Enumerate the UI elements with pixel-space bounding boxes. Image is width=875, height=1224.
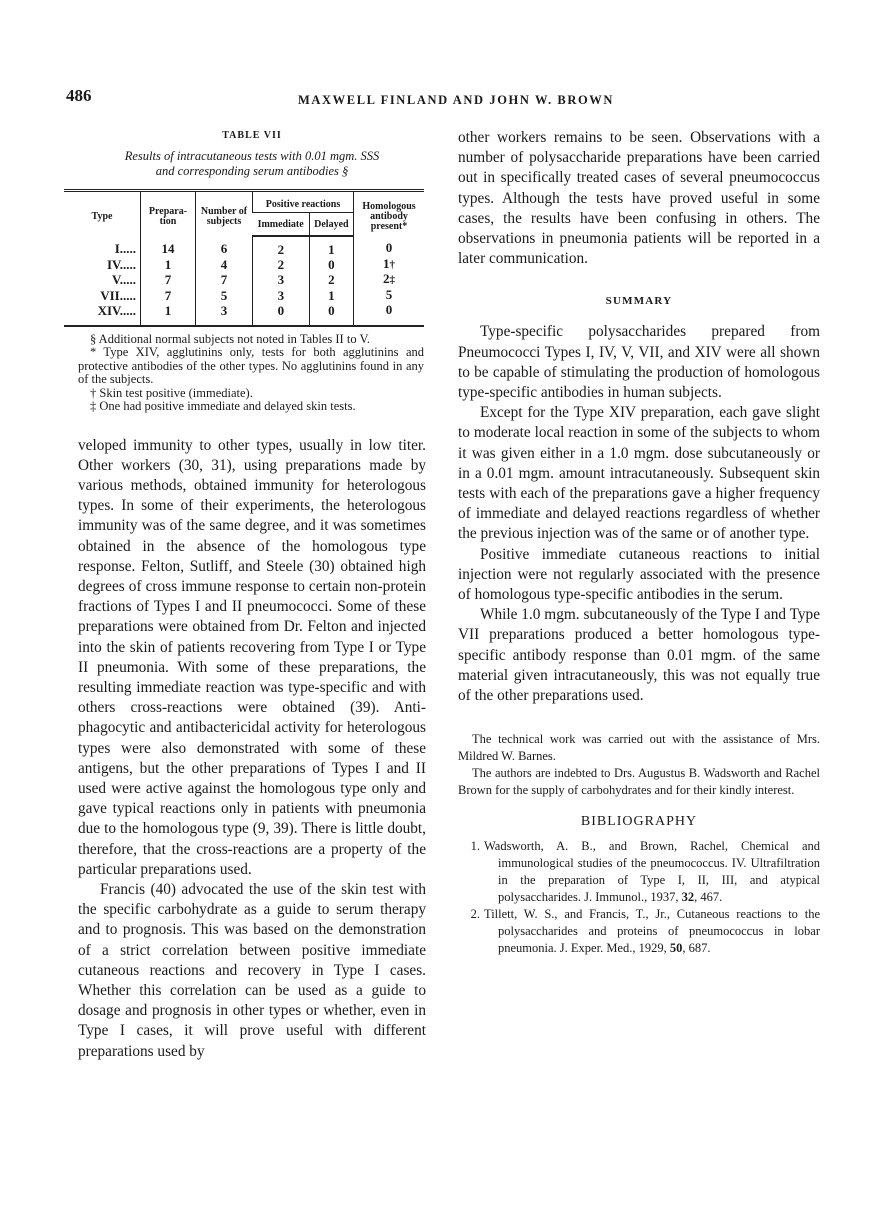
- bibliography-item: [458, 906, 820, 957]
- acknowledgment: The technical work was carried out with the assistance of Mrs. Mildred W. Barnes.: [458, 732, 820, 764]
- col-header-preparation: Prepara-tion: [141, 191, 196, 237]
- cell-immediate: 2: [253, 236, 310, 257]
- page-number: 486: [66, 86, 92, 105]
- cell-type: XIV.....: [64, 303, 141, 326]
- cell-preparation: 7: [141, 288, 196, 304]
- paragraph: Except for the Type XIV preparation, each gave slight to moderate local reaction in some of the subjects to whom it was given either in a 1.0 mgm. dose subcutaneously or in a 0.01 mgm. amount intracutaneously. Subsequent skin tests with each of the preparations gave a higher frequency of immediate and delayed reactions regardless of whether the previous injection was of the same or of another type.: [458, 404, 820, 543]
- cell-homologous: 5: [354, 288, 425, 304]
- results-table: [64, 189, 424, 327]
- cell-immediate: 0: [253, 303, 310, 326]
- right-column: [458, 128, 820, 957]
- table-footnotes: [78, 333, 424, 414]
- cell-delayed: 0: [309, 303, 353, 326]
- cell-subjects: 5: [196, 288, 253, 304]
- bibliography-heading: BIBLIOGRAPHY: [580, 814, 698, 830]
- cell-subjects: 6: [196, 236, 253, 257]
- running-head: MAXWELL FINLAND AND JOHN W. BROWN: [298, 93, 615, 107]
- bibliography-number: 2.: [470, 907, 480, 922]
- paragraph: veloped immunity to other types, usually in low titer. Other workers (30, 31), using preparations made by various methods, obtained immunity for heterologous types. In some of their experiments, the heterologous immunity was of the same degree, and it was sometimes obtained in the absence of the homologous type response. Felton, Sutliff, and Steele (30) obtained high degrees of cross immune response to certain non-protein fractions of Types I and II pneumococci. Some of these preparations were obtained from Dr. Felton and injected into the skin of patients recovering from Type I or Type II pneumonia. With some of these preparations, the resulting immediate reaction was type-specific and with others cross-reactions were obtained (39). Anti-phagocytic and antibactericidal activity for heterologous types were also demonstrated with some of these antigens, but the other preparations of Types I and II used were active against the homologous type only and gave typical reactions only in patients with pneumonia due to the homologous type (9, 39). There is little doubt, therefore, that the cross-reactions are a property of the particular preparations used.: [78, 436, 426, 878]
- table-caption: [78, 149, 426, 179]
- col-header-delayed: Delayed: [309, 213, 353, 237]
- table-row: [64, 288, 424, 304]
- cell-immediate: 2: [253, 257, 310, 273]
- bibliography-text: Tillett, W. S., and Francis, T., Jr., Cutaneous reactions to the polysaccharides and proteins of pneumococcus in lobar pneumonia. J. Exper. Med., 1929, 50, 687.: [484, 907, 820, 956]
- col-header-positive-reactions: Positive reactions: [253, 191, 354, 213]
- cell-type: V.....: [112, 272, 136, 287]
- footnote-mark: ‡: [389, 274, 395, 286]
- acknowledgment: The authors are indebted to Drs. Augustus B. Wadsworth and Rachel Brown for the supply of carbohydrates and for their kindly interest.: [458, 766, 820, 798]
- acknowledgments: [458, 731, 820, 799]
- cell-immediate: 3: [253, 272, 310, 288]
- summary-heading: SUMMARY: [605, 295, 673, 308]
- cell-type: IV.....: [106, 256, 136, 272]
- cell-preparation: 14: [141, 236, 196, 257]
- cell-delayed: 1: [309, 288, 353, 304]
- table-row: [64, 257, 424, 273]
- bibliography-number: 1.: [470, 839, 480, 854]
- cell-homologous: 1†: [354, 257, 425, 273]
- col-header-type: Type: [64, 191, 141, 237]
- summary-text: [458, 322, 820, 706]
- footnote: ‡ One had positive immediate and delayed skin tests.: [90, 399, 356, 413]
- cell-subjects: 4: [196, 257, 253, 273]
- cell-delayed: 1: [309, 236, 353, 257]
- paragraph: While 1.0 mgm. subcutaneously of the Type I and Type VII preparations produced a better homologous type-specific antibody response than 0.01 mgm. of the same material given intracutaneously, this was not equally true of the other preparations used.: [458, 606, 820, 705]
- cell-subjects: 7: [196, 272, 253, 288]
- paragraph: Francis (40) advocated the use of the skin test with the specific carbohydrate as a guide to serum therapy and to prognosis. This was based on the demonstration of a strict correlation between positive immediate cutaneous reactions and recovery in Type I cases. Whether this correlation can be used as a guide to dosage and prognosis in other types or whether, even in Type I cases, it will prove useful with different preparations used by: [78, 880, 426, 1060]
- col-header-subjects: Number of subjects: [196, 191, 253, 237]
- table-row: [64, 303, 424, 326]
- left-body-text: [78, 436, 426, 1062]
- cell-subjects: 3: [196, 303, 253, 326]
- bibliography: [458, 838, 820, 957]
- table-row: [64, 272, 424, 288]
- left-column: [78, 128, 426, 1062]
- cell-homologous: 0: [354, 303, 425, 326]
- cell-immediate: 3: [253, 288, 310, 304]
- footnote: § Additional normal subjects not noted in Tables II to V.: [90, 331, 371, 346]
- cell-homologous: 0: [354, 236, 425, 257]
- col-header-homologous: Homologous antibody present*: [354, 191, 425, 237]
- cell-preparation: 7: [141, 272, 196, 288]
- bibliography-text: Wadsworth, A. B., and Brown, Rachel, Chemical and immunological studies of the pneumococcus. IV. Ultrafiltration in the preparation of Type I, II, III, and atypical polysaccharides. J. Immunol., 1937, 32, 467.: [484, 839, 820, 905]
- cell-type: I.....: [114, 241, 136, 256]
- cell-delayed: 0: [309, 257, 353, 273]
- col-header-immediate: Immediate: [253, 213, 310, 237]
- table-row: [64, 236, 424, 257]
- right-body-text: [458, 128, 820, 269]
- cell-type: VII.....: [100, 287, 136, 303]
- cell-preparation: 1: [141, 303, 196, 326]
- table-caption-line: and corresponding serum antibodies §: [155, 164, 349, 178]
- cell-delayed: 2: [309, 272, 353, 288]
- paragraph: other workers remains to be seen. Observations with a number of polysaccharide preparations have been carried out in specifically treated cases of several pneumococcus types. Although the tests have proved useful in some cases, the results have been confusing in others. The observations in pneumonia patients will be reported in a later communication.: [458, 129, 820, 268]
- paragraph: Type-specific polysaccharides prepared from Pneumococci Types I, IV, V, VII, and XIV were all shown to be capable of stimulating the production of homologous type-specific antibodies in human subjects.: [458, 323, 820, 402]
- bibliography-item: [458, 838, 820, 906]
- table-label: TABLE VII: [222, 130, 282, 141]
- table-caption-line: Results of intracutaneous tests with 0.01 mgm. SSS: [124, 149, 380, 163]
- cell-homologous: 2‡: [354, 272, 425, 288]
- paragraph: Positive immediate cutaneous reactions to initial injection were not regularly associated with the presence of homologous type-specific antibodies in the serum.: [458, 545, 820, 604]
- footnote: † Skin test positive (immediate).: [90, 385, 253, 400]
- footnote-mark: †: [389, 258, 395, 271]
- footnote: * Type XIV, agglutinins only, tests for both agglutinins and protective antibodies of the other types. No agglutinins found in any of the subjects.: [78, 345, 424, 386]
- cell-preparation: 1: [141, 257, 196, 273]
